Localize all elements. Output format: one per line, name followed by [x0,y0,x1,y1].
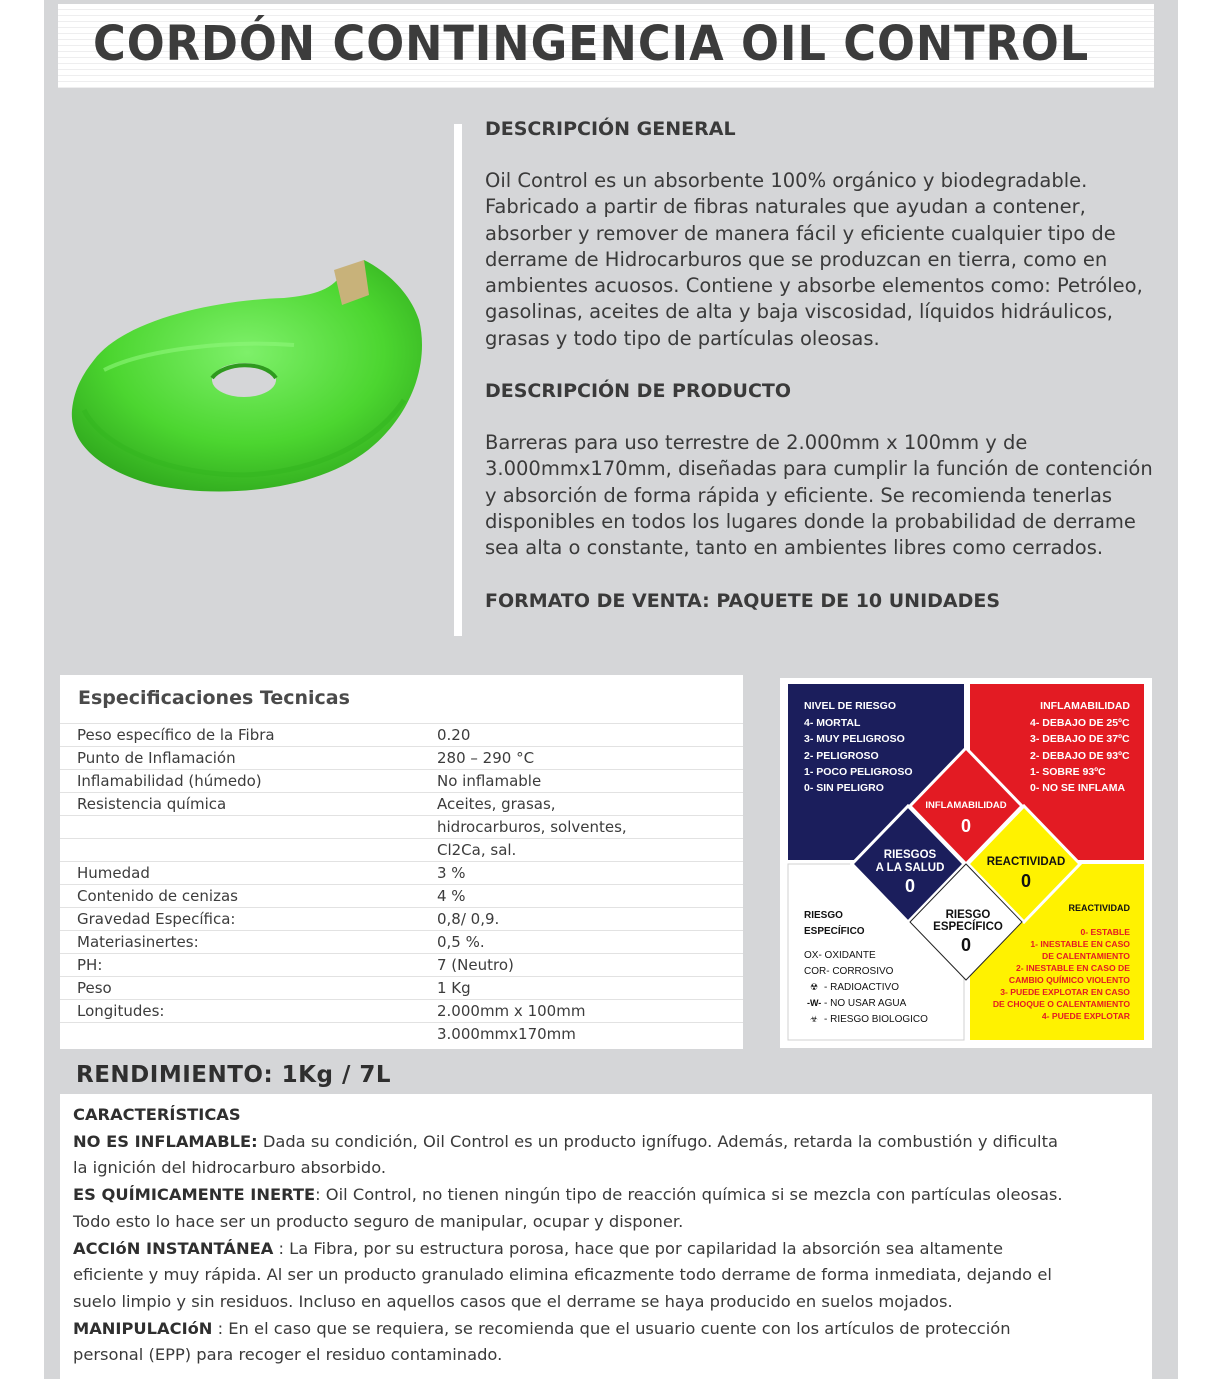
yellow-item: 1- INESTABLE EN CASO [1030,939,1130,949]
reactivity-label: REACTIVIDAD [986,856,1066,868]
chemically-inert-label: ES QUÍMICAMENTE INERTE [73,1185,316,1205]
spec-property [60,839,437,862]
yield-heading: RENDIMIENTO: 1Kg / 7L [76,1062,392,1088]
flammability-label: INFLAMABILIDAD [925,800,1007,811]
nfpa-hazard-chart [780,678,1152,1048]
no-water-icon: -W- [807,998,822,1008]
page-title: CORDÓN CONTINGENCIA OIL CONTROL [93,16,1090,72]
spec-property: Contenido de cenizas [60,885,437,908]
chemically-inert-text: : Oil Control, no tienen ningún tipo de reacción química si se mezcla con partículas oleosas. Todo esto lo hace ser un producto seguro de manipular, ocupar y disponer. [73,1185,1063,1231]
spec-value: Aceites, grasas, [437,793,743,816]
spec-property: Peso [60,977,437,1000]
spec-row [60,954,743,977]
instant-action-text: : La Fibra, por su estructura porosa, hace que por capilaridad la absorción sea altamente eficiente y muy rápida. Al ser un producto granulado elimina eficazmente todo derrame de forma inmediata, dejando el suelo limpio y sin residuos. Incluso en aquellos casos que el derrame se haya producido en suelos mojados. [73,1238,1052,1311]
spec-value: 280 – 290 °C [437,747,743,770]
red-item: 1- SOBRE 93ºC [1030,766,1106,778]
radioactive-icon: ☢ [810,982,819,992]
spec-property: Humedad [60,862,437,885]
yellow-item: DE CALENTAMIENTO [1041,951,1130,961]
yellow-item: CAMBIO QUÍMICO VIOLENTO [1008,975,1130,985]
spec-value: 3.000mmx170mm [437,1023,743,1046]
specific-value: 0 [960,935,972,955]
specific-label-line-1: RIESGO [945,909,991,921]
blue-item: 4- MORTAL [804,717,861,729]
spec-value: 0,8/ 0,9. [437,908,743,931]
spec-row [60,816,743,839]
data-sheet-page [44,0,1178,1379]
yellow-item: 2- INESTABLE EN CASO DE [1016,963,1130,973]
spec-property: Punto de Inflamación [60,747,437,770]
handling-label: MANIPULACIóN [73,1318,213,1338]
red-title: INFLAMABILIDAD [1040,700,1130,712]
white-title-line-1: RIESGO [804,910,843,921]
blue-item: 1- POCO PELIGROSO [804,766,913,778]
blue-item: 2- PELIGROSO [804,750,879,762]
yellow-title: REACTIVIDAD [1068,903,1130,913]
spec-property: Inflamabilidad (húmedo) [60,770,437,793]
spec-value: Cl2Ca, sal. [437,839,743,862]
product-description-heading: DESCRIPCIÓN DE PRODUCTO [485,380,792,403]
blue-item: 3- MUY PELIGROSO [804,733,905,745]
white-title-line-2: ESPECÍFICO [804,926,865,937]
spec-property: Materiasinertes: [60,931,437,954]
not-flammable-text: Dada su condición, Oil Control es un producto ignífugo. Además, retarda la combustión y dificulta la ignición del hidrocarburo absorbido. [73,1131,1058,1178]
white-item: COR- CORROSIVO [804,966,894,977]
white-item: - RADIOACTIVO [824,982,900,993]
spec-row [60,1000,743,1023]
blue-title: NIVEL DE RIESGO [804,700,896,712]
reactivity-value: 0 [1020,871,1032,891]
spec-value: 2.000mm x 100mm [437,1000,743,1023]
spec-property: Gravedad Específica: [60,908,437,931]
spec-row [60,885,743,908]
spec-property [60,1023,437,1046]
characteristics-section [60,1094,1152,1379]
instant-action-label: ACCIóN INSTANTÁNEA [73,1238,274,1258]
red-item: 3- DEBAJO DE 37ºC [1030,733,1130,745]
spec-row [60,908,743,931]
spec-value: No inflamable [437,770,743,793]
yellow-item: 0- ESTABLE [1080,927,1130,937]
spec-property: Peso específico de la Fibra [60,724,437,747]
specifications-title: Especificaciones Tecnicas [78,687,350,709]
title-banner [58,4,1154,88]
spec-value: 1 Kg [437,977,743,1000]
characteristics-heading: CARACTERÍSTICAS [73,1105,241,1124]
white-item: - NO USAR AGUA [824,998,907,1009]
health-value: 0 [904,876,916,896]
spec-value: 3 % [437,862,743,885]
biohazard-icon: ☣ [810,1014,819,1024]
spec-value: 0.20 [437,724,743,747]
yellow-item: DE CHOQUE O CALENTAMIENTO [992,999,1130,1009]
characteristics-text [73,1102,1073,1369]
white-item: - RIESGO BIOLOGICO [824,1014,928,1025]
nfpa-diagram [780,678,1152,1048]
not-flammable-label: NO ES INFLAMABLE: [73,1131,258,1151]
spec-row [60,747,743,770]
health-label-line-2: A LA SALUD [875,862,945,874]
red-item: 2- DEBAJO DE 93ºC [1030,750,1130,762]
flammability-value: 0 [960,816,972,836]
technical-specifications [60,675,743,1049]
specific-label-line-2: ESPECÍFICO [933,921,1003,933]
yellow-item: 3- PUEDE EXPLOTAR EN CASO [1000,987,1130,997]
description-column [485,116,1165,614]
spec-value: 0,5 %. [437,931,743,954]
spec-row [60,839,743,862]
spec-value: 4 % [437,885,743,908]
white-item: OX- OXIDANTE [804,950,876,961]
general-description-heading: DESCRIPCIÓN GENERAL [485,118,736,140]
product-description-text: Barreras para uso terrestre de 2.000mm x 100mm y de 3.000mmx170mm, diseñadas para cumplir la función de contención y absorción de forma rápida y eficiente. Se recomienda tenerlas disponibles en todos los lugares donde la probabilidad de derrame sea alta o constante, tanto en ambientes libres como cerrados. [485,431,1153,560]
spec-property: Longitudes: [60,1000,437,1023]
spec-row [60,977,743,1000]
spec-property: Resistencia química [60,793,437,816]
spec-row [60,770,743,793]
spec-value: hidrocarburos, solventes, [437,816,743,839]
spec-row [60,931,743,954]
oil-absorbent-sock-image [64,250,444,540]
spec-row [60,724,743,747]
specifications-table [60,723,743,1045]
yellow-item: 4- PUEDE EXPLOTAR [1041,1011,1130,1021]
red-item: 4- DEBAJO DE 25ºC [1030,717,1130,729]
handling-text: : En el caso que se requiera, se recomienda que el usuario cuente con los artículos de protección personal (EPP) para recoger el residuo contaminado. [73,1318,1011,1365]
spec-property: PH: [60,954,437,977]
spec-row [60,1023,743,1046]
vertical-divider [454,124,462,636]
general-description-text: Oil Control es un absorbente 100% orgánico y biodegradable. Fabricado a partir de fibras naturales que ayudan a contener, absorber y remover de manera fácil y eficiente cualquier tipo de derrame de Hidrocarburos que se produzcan en tierra, como en ambientes acuosos. Contiene y absorbe elementos como: Petróleo, gasolinas, aceites de alta y baja viscosidad, líquidos hidráulicos, grasas y todo tipo de partículas oleosas. [485,169,1143,350]
red-item: 0- NO SE INFLAMA [1030,782,1126,794]
spec-property [60,816,437,839]
spec-row [60,862,743,885]
spec-row [60,793,743,816]
blue-item: 0- SIN PELIGRO [804,782,884,794]
health-label-line-1: RIESGOS [883,849,937,861]
sale-format: FORMATO DE VENTA: PAQUETE DE 10 UNIDADES [485,589,1001,612]
spec-value: 7 (Neutro) [437,954,743,977]
